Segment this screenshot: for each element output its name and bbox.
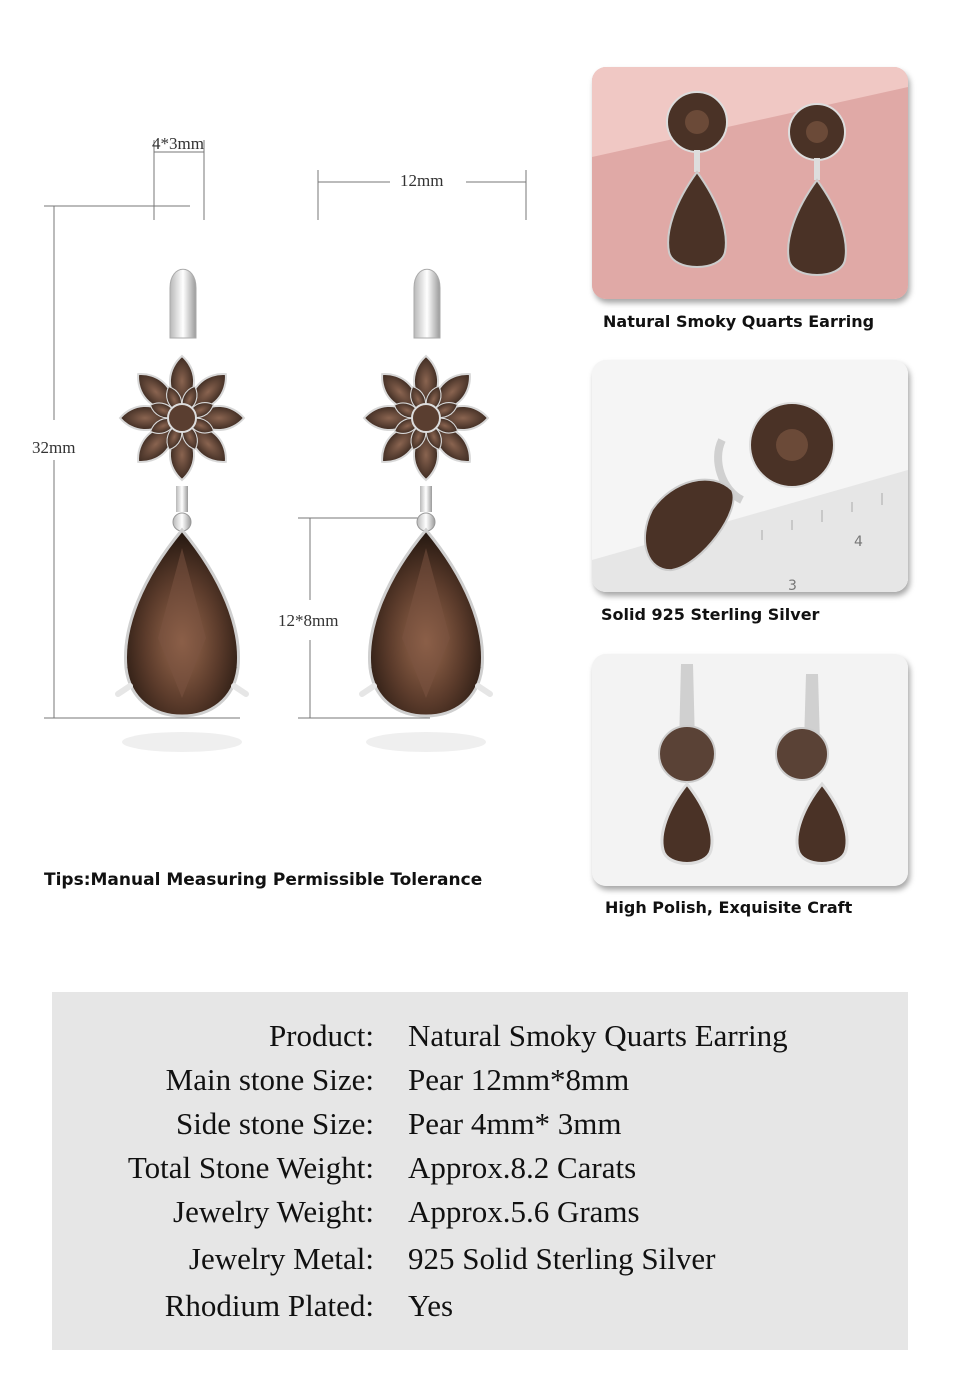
ruler-number-4: 4 [854,534,863,550]
spec-value: Approx.8.2 Carats [408,1150,637,1185]
spec-row-jewelry-weight [52,1194,908,1238]
spec-label: Jewelry Weight: [173,1194,374,1229]
spec-row-main-stone [52,1062,908,1106]
side-stone-dimension: 4*3mm [152,134,204,153]
spec-value: Approx.5.6 Grams [408,1194,640,1229]
ruler-number-3: 3 [788,578,797,592]
tolerance-tip: Tips:Manual Measuring Permissible Tolerance [44,870,483,890]
spec-row-product [52,1018,908,1062]
spec-value: Pear 4mm* 3mm [408,1106,622,1141]
photo-earring-ruler [592,360,908,592]
earring-pair-image [592,67,908,299]
spec-value: Pear 12mm*8mm [408,1062,630,1097]
photo-caption-craft: High Polish, Exquisite Craft [605,898,853,917]
spec-row-rhodium [52,1288,908,1332]
photo-earring-back [592,654,908,886]
spec-row-stone-weight [52,1150,908,1194]
product-illustration [0,120,580,770]
width-dimension: 12mm [400,171,444,190]
main-stone-dimension: 12*8mm [278,611,339,630]
spec-row-metal [52,1241,908,1285]
photo-earring-pair [592,67,908,299]
spec-label: Jewelry Metal: [188,1241,374,1276]
spec-label: Total Stone Weight: [127,1150,374,1185]
spec-label: Side stone Size: [175,1106,374,1141]
spec-value: Yes [408,1288,454,1323]
height-dimension: 32mm [32,438,76,457]
spec-value: 925 Solid Sterling Silver [408,1241,716,1276]
photo-caption-earring: Natural Smoky Quarts Earring [603,312,875,331]
spec-table [52,992,908,1350]
earring-back-image [592,654,908,886]
earring-ruler-image [592,360,908,592]
spec-row-side-stone [52,1106,908,1150]
spec-label: Main stone Size: [165,1062,374,1097]
spec-label: Rhodium Plated: [164,1288,374,1323]
spec-label: Product: [268,1018,374,1053]
spec-value: Natural Smoky Quarts Earring [408,1018,788,1053]
photo-caption-silver: Solid 925 Sterling Silver [601,605,820,624]
